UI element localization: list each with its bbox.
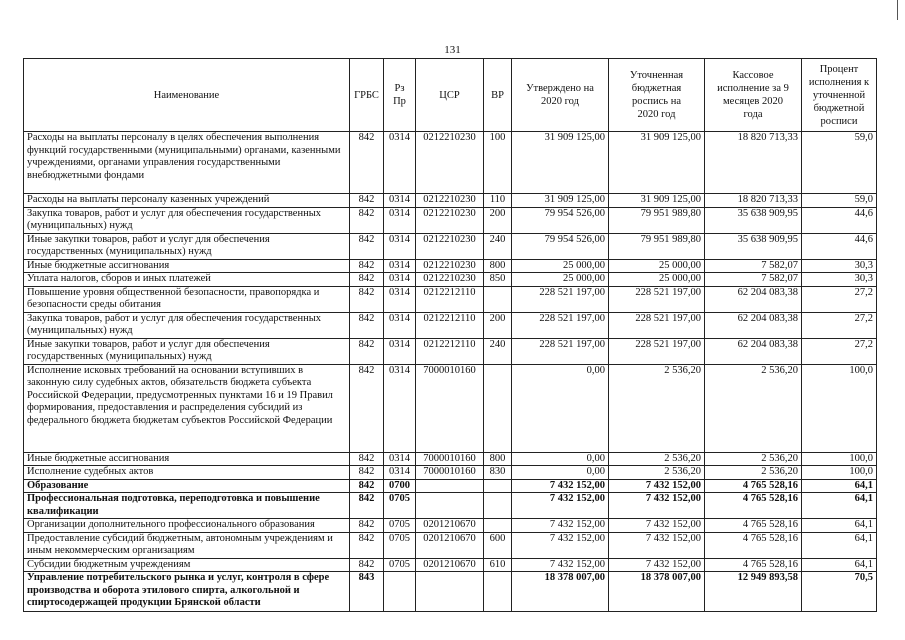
cell-percent: 64,1 [802, 519, 877, 533]
cell-approved: 7 432 152,00 [512, 493, 609, 519]
header-name: Наименование [24, 59, 350, 132]
cell-rzpr: 0705 [384, 493, 416, 519]
cell-grbs: 842 [350, 338, 384, 364]
cell-approved: 31 909 125,00 [512, 132, 609, 194]
cell-cash: 62 204 083,38 [705, 312, 802, 338]
header-row [24, 59, 877, 132]
cell-refined: 7 432 152,00 [609, 493, 705, 519]
cell-approved: 7 432 152,00 [512, 479, 609, 493]
cell-refined: 2 536,20 [609, 466, 705, 480]
cell-csr: 0212210230 [416, 194, 484, 208]
cell-vr: 200 [484, 207, 512, 233]
cell-rzpr: 0314 [384, 259, 416, 273]
cell-name: Исполнение исковых требований на основании вступивших в законную силу судебных актов, обязательств бюджета субъекта Российской Федерации, предусмотренных пунктами 16 и 19 Правил формирования, предоставления и распределения субсидий из федерального бюджета бюджетам субъектов Российской Федерации [24, 364, 350, 452]
table-row [24, 286, 877, 312]
cell-refined: 7 432 152,00 [609, 532, 705, 558]
cell-rzpr: 0314 [384, 207, 416, 233]
cell-name: Профессиональная подготовка, переподготовка и повышение квалификации [24, 493, 350, 519]
cell-percent: 27,2 [802, 286, 877, 312]
cell-name: Исполнение судебных актов [24, 466, 350, 480]
header-rzpr: Рз Пр [384, 59, 416, 132]
cell-rzpr: 0314 [384, 312, 416, 338]
cell-name: Закупка товаров, работ и услуг для обеспечения государственных (муниципальных) нужд [24, 312, 350, 338]
cell-vr: 850 [484, 273, 512, 287]
cell-cash: 2 536,20 [705, 466, 802, 480]
cell-vr [484, 493, 512, 519]
header-csr: ЦСР [416, 59, 484, 132]
cell-name: Образование [24, 479, 350, 493]
table-row [24, 207, 877, 233]
cell-rzpr: 0314 [384, 194, 416, 208]
header-grbs: ГРБС [350, 59, 384, 132]
cell-percent: 27,2 [802, 312, 877, 338]
cell-name: Закупка товаров, работ и услуг для обеспечения государственных (муниципальных) нужд [24, 207, 350, 233]
cell-name: Расходы на выплаты персоналу в целях обеспечения выполнения функций государственными (муниципальными) органами, казенными учреждениями, органами управления государственными внебюджетными фондами [24, 132, 350, 194]
cell-grbs: 842 [350, 558, 384, 572]
cell-vr [484, 519, 512, 533]
cell-csr [416, 493, 484, 519]
cell-percent: 100,0 [802, 466, 877, 480]
table-row [24, 558, 877, 572]
cell-csr: 0212210230 [416, 273, 484, 287]
cell-percent: 44,6 [802, 207, 877, 233]
header-approved: Утверждено на 2020 год [512, 59, 609, 132]
cell-cash: 18 820 713,33 [705, 132, 802, 194]
cell-refined: 228 521 197,00 [609, 338, 705, 364]
cell-percent: 30,3 [802, 259, 877, 273]
cell-cash: 4 765 528,16 [705, 493, 802, 519]
cell-cash: 35 638 909,95 [705, 207, 802, 233]
cell-vr [484, 479, 512, 493]
cell-rzpr: 0314 [384, 273, 416, 287]
cell-csr: 7000010160 [416, 364, 484, 452]
cell-name: Управление потребительского рынка и услуг, контроля в сфере производства и оборота этилового спирта, алкогольной и спиртосодержащей продукции Брянской области [24, 572, 350, 612]
cell-approved: 0,00 [512, 452, 609, 466]
cell-refined: 31 909 125,00 [609, 194, 705, 208]
cell-csr: 0201210670 [416, 558, 484, 572]
cell-csr: 0212210230 [416, 233, 484, 259]
cell-percent: 100,0 [802, 364, 877, 452]
cell-name: Расходы на выплаты персоналу казенных учреждений [24, 194, 350, 208]
table-row [24, 132, 877, 194]
cell-percent: 100,0 [802, 452, 877, 466]
cell-percent: 64,1 [802, 493, 877, 519]
cell-rzpr: 0314 [384, 452, 416, 466]
header-vr: ВР [484, 59, 512, 132]
cell-grbs: 842 [350, 132, 384, 194]
cell-rzpr: 0314 [384, 364, 416, 452]
header-cash: Кассовое исполнение за 9 месяцев 2020 года [705, 59, 802, 132]
cell-percent: 59,0 [802, 132, 877, 194]
cell-csr: 0212210230 [416, 207, 484, 233]
cell-csr [416, 572, 484, 612]
cell-grbs: 842 [350, 233, 384, 259]
header-refined: Уточненная бюджетная роспись на 2020 год [609, 59, 705, 132]
cell-name: Субсидии бюджетным учреждениям [24, 558, 350, 572]
cell-csr [416, 479, 484, 493]
cell-vr: 830 [484, 466, 512, 480]
table-row [24, 572, 877, 612]
cell-refined: 228 521 197,00 [609, 312, 705, 338]
cell-grbs: 842 [350, 452, 384, 466]
cell-rzpr: 0314 [384, 338, 416, 364]
cell-grbs: 842 [350, 532, 384, 558]
table-row [24, 466, 877, 480]
cell-rzpr: 0700 [384, 479, 416, 493]
cell-grbs: 842 [350, 207, 384, 233]
table-row [24, 273, 877, 287]
table-row [24, 259, 877, 273]
cell-grbs: 842 [350, 519, 384, 533]
cell-grbs: 842 [350, 364, 384, 452]
cell-cash: 4 765 528,16 [705, 519, 802, 533]
cell-approved: 228 521 197,00 [512, 338, 609, 364]
cell-csr: 7000010160 [416, 466, 484, 480]
cell-grbs: 842 [350, 286, 384, 312]
cell-rzpr: 0705 [384, 519, 416, 533]
cell-vr [484, 572, 512, 612]
cell-grbs: 842 [350, 479, 384, 493]
cell-percent: 64,1 [802, 532, 877, 558]
cell-cash: 7 582,07 [705, 259, 802, 273]
cell-refined: 7 432 152,00 [609, 519, 705, 533]
cell-name: Иные бюджетные ассигнования [24, 259, 350, 273]
cell-approved: 228 521 197,00 [512, 286, 609, 312]
cell-rzpr [384, 572, 416, 612]
cell-name: Уплата налогов, сборов и иных платежей [24, 273, 350, 287]
header-percent: Процент исполнения к уточненной бюджетной росписи [802, 59, 877, 132]
cell-grbs: 842 [350, 259, 384, 273]
cell-cash: 2 536,20 [705, 364, 802, 452]
table-row [24, 233, 877, 259]
cell-vr: 800 [484, 259, 512, 273]
cell-vr [484, 364, 512, 452]
cell-percent: 44,6 [802, 233, 877, 259]
cell-csr: 0201210670 [416, 519, 484, 533]
cell-grbs: 842 [350, 493, 384, 519]
cell-approved: 7 432 152,00 [512, 519, 609, 533]
cell-csr: 0212212110 [416, 312, 484, 338]
cell-csr: 0201210670 [416, 532, 484, 558]
cell-cash: 7 582,07 [705, 273, 802, 287]
cell-rzpr: 0314 [384, 466, 416, 480]
cell-csr: 0212212110 [416, 338, 484, 364]
cell-approved: 7 432 152,00 [512, 558, 609, 572]
cell-refined: 25 000,00 [609, 273, 705, 287]
cell-approved: 25 000,00 [512, 273, 609, 287]
cell-percent: 64,1 [802, 479, 877, 493]
table-row [24, 338, 877, 364]
cell-vr: 240 [484, 233, 512, 259]
table-row [24, 364, 877, 452]
cell-name: Иные закупки товаров, работ и услуг для обеспечения государственных (муниципальных) нужд [24, 338, 350, 364]
cell-percent: 59,0 [802, 194, 877, 208]
table-row [24, 493, 877, 519]
cell-name: Иные закупки товаров, работ и услуг для обеспечения государственных (муниципальных) нужд [24, 233, 350, 259]
cell-approved: 79 954 526,00 [512, 207, 609, 233]
cell-cash: 62 204 083,38 [705, 338, 802, 364]
table-row [24, 312, 877, 338]
cell-vr: 200 [484, 312, 512, 338]
cell-name: Иные бюджетные ассигнования [24, 452, 350, 466]
cell-csr: 0212212110 [416, 286, 484, 312]
table-row [24, 532, 877, 558]
cell-cash: 12 949 893,58 [705, 572, 802, 612]
cell-refined: 79 951 989,80 [609, 233, 705, 259]
cell-cash: 2 536,20 [705, 452, 802, 466]
cell-percent: 70,5 [802, 572, 877, 612]
cell-rzpr: 0705 [384, 558, 416, 572]
cell-csr: 0212210230 [416, 259, 484, 273]
cell-approved: 31 909 125,00 [512, 194, 609, 208]
table-row [24, 479, 877, 493]
page-number: 131 [444, 44, 461, 56]
cell-grbs: 842 [350, 194, 384, 208]
cell-refined: 18 378 007,00 [609, 572, 705, 612]
cell-name: Предоставление субсидий бюджетным, автономным учреждениям и иным некоммерческим организациям [24, 532, 350, 558]
cell-refined: 228 521 197,00 [609, 286, 705, 312]
cell-vr: 800 [484, 452, 512, 466]
cell-refined: 2 536,20 [609, 364, 705, 452]
cell-refined: 31 909 125,00 [609, 132, 705, 194]
cell-approved: 7 432 152,00 [512, 532, 609, 558]
table-row [24, 519, 877, 533]
cell-percent: 30,3 [802, 273, 877, 287]
cell-rzpr: 0705 [384, 532, 416, 558]
cell-cash: 4 765 528,16 [705, 532, 802, 558]
cell-refined: 7 432 152,00 [609, 558, 705, 572]
cell-grbs: 842 [350, 312, 384, 338]
cell-grbs: 842 [350, 466, 384, 480]
cell-cash: 18 820 713,33 [705, 194, 802, 208]
cell-approved: 0,00 [512, 466, 609, 480]
cell-percent: 64,1 [802, 558, 877, 572]
cell-cash: 35 638 909,95 [705, 233, 802, 259]
cell-cash: 4 765 528,16 [705, 558, 802, 572]
cell-rzpr: 0314 [384, 233, 416, 259]
cell-rzpr: 0314 [384, 132, 416, 194]
cell-name: Повышение уровня общественной безопасности, правопорядка и безопасности среды обитания [24, 286, 350, 312]
cell-vr: 110 [484, 194, 512, 208]
cell-percent: 27,2 [802, 338, 877, 364]
table-row [24, 452, 877, 466]
cell-cash: 4 765 528,16 [705, 479, 802, 493]
cell-approved: 79 954 526,00 [512, 233, 609, 259]
table-row [24, 194, 877, 208]
cell-approved: 228 521 197,00 [512, 312, 609, 338]
cell-refined: 25 000,00 [609, 259, 705, 273]
cell-refined: 2 536,20 [609, 452, 705, 466]
cell-approved: 18 378 007,00 [512, 572, 609, 612]
cell-csr: 0212210230 [416, 132, 484, 194]
cell-approved: 25 000,00 [512, 259, 609, 273]
edge-mark [897, 0, 898, 20]
cell-refined: 7 432 152,00 [609, 479, 705, 493]
cell-refined: 79 951 989,80 [609, 207, 705, 233]
cell-vr: 610 [484, 558, 512, 572]
cell-vr [484, 286, 512, 312]
cell-grbs: 842 [350, 273, 384, 287]
cell-name: Организации дополнительного профессионального образования [24, 519, 350, 533]
table-body [24, 132, 877, 612]
cell-vr: 600 [484, 532, 512, 558]
cell-grbs: 843 [350, 572, 384, 612]
cell-vr: 100 [484, 132, 512, 194]
cell-approved: 0,00 [512, 364, 609, 452]
cell-cash: 62 204 083,38 [705, 286, 802, 312]
budget-table [23, 58, 877, 612]
cell-vr: 240 [484, 338, 512, 364]
cell-rzpr: 0314 [384, 286, 416, 312]
cell-csr: 7000010160 [416, 452, 484, 466]
